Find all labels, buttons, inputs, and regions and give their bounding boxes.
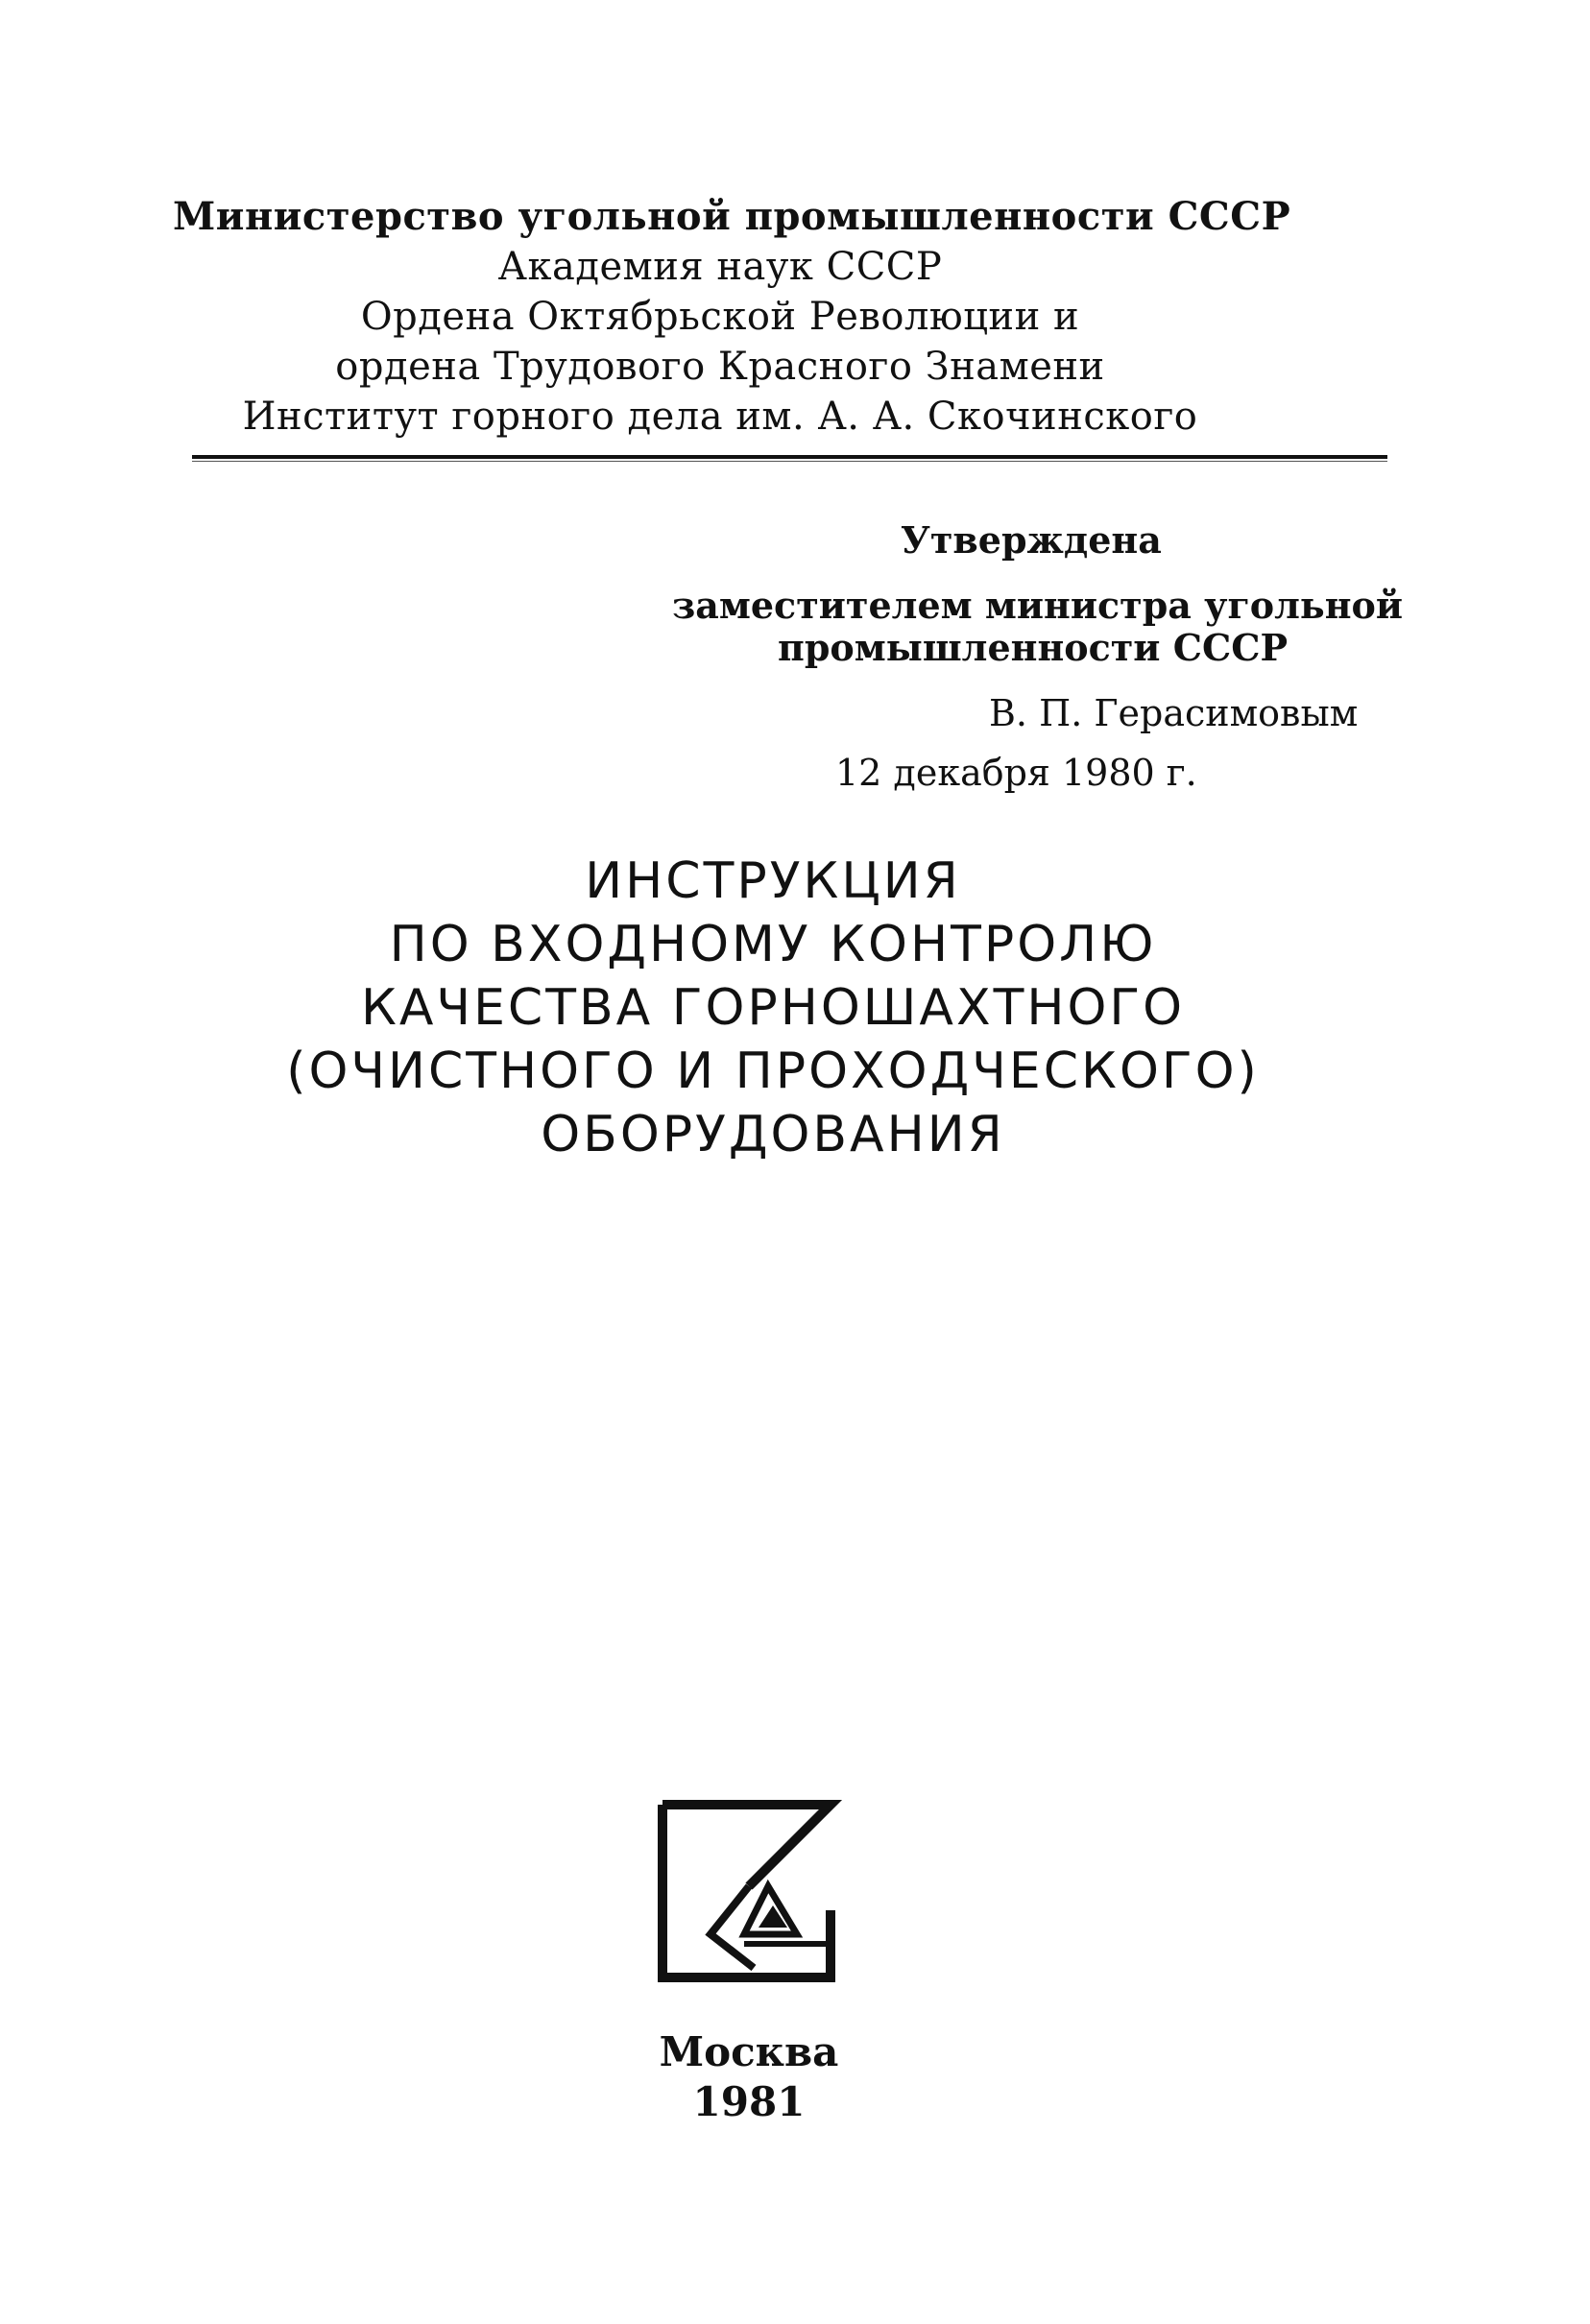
publisher-logo-icon: [653, 1795, 845, 1987]
approval-by-line-1: заместителем министра угольной: [672, 584, 1404, 627]
approval-date: 12 декабря 1980 г.: [835, 752, 1197, 794]
order-line-2: ордена Трудового Красного Знамени: [335, 345, 1105, 389]
title-line-1: ИНСТРУКЦИЯ: [585, 852, 961, 910]
approval-status: Утверждена: [901, 518, 1162, 562]
document-title: [221, 850, 1325, 1166]
organization-header: [173, 192, 1291, 442]
approver-name: В. П. Герасимовым: [989, 692, 1359, 734]
order-line-1: Ордена Октябрьской Революции и: [360, 295, 1080, 339]
institute-line: Институт горного дела им. А. А. Скочинского: [242, 395, 1198, 439]
header-divider: [192, 455, 1387, 462]
approval-by-line-2: промышленности СССР: [778, 626, 1289, 669]
imprint-city: Москва: [659, 2028, 839, 2075]
ministry-line: Министерство угольной промышленности СССР: [173, 194, 1291, 239]
imprint-year: 1981: [692, 2078, 806, 2125]
title-line-5: ОБОРУДОВАНИЯ: [541, 1106, 1005, 1163]
academy-line: Академия наук СССР: [497, 245, 943, 289]
title-line-2: ПО ВХОДНОМУ КОНТРОЛЮ: [389, 916, 1157, 973]
title-line-3: КАЧЕСТВА ГОРНОШАХТНОГО: [360, 979, 1186, 1037]
title-line-4: (ОЧИСТНОГО И ПРОХОДЧЕСКОГО): [286, 1042, 1260, 1100]
